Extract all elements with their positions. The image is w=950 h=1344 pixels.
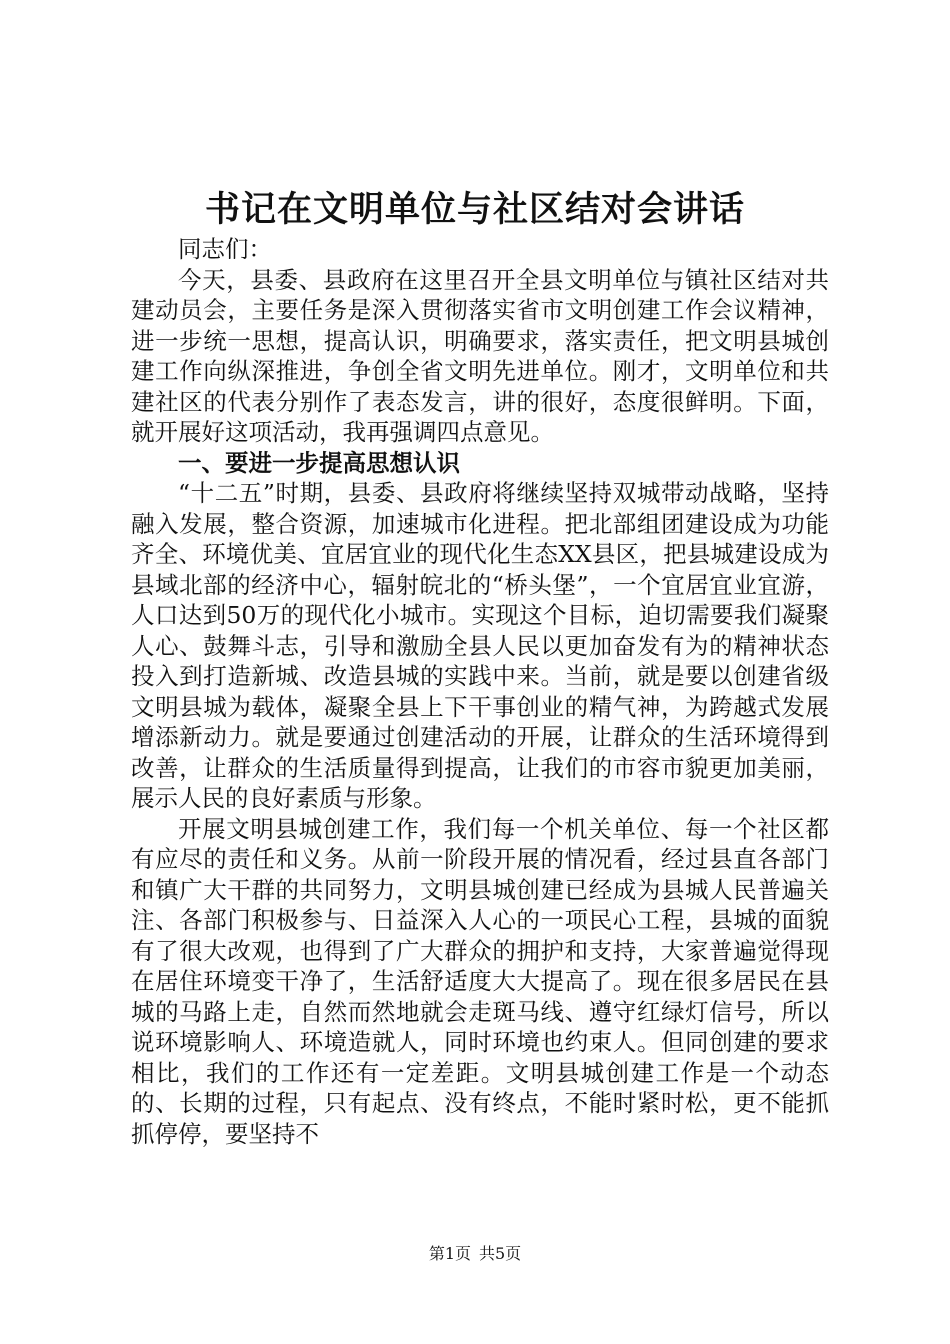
page-footer: [0, 1244, 950, 1264]
document-body: [131, 234, 829, 1149]
salutation: 同志们：: [178, 235, 272, 263]
page-number: 第1页: [428, 1244, 471, 1263]
paragraph: “十二五”时期，县委、县政府将继续坚持双城带动战略，坚持融入发展，整合资源，加速城市化进程。把北部组团建设成为功能齐全、环境优美、宜居宜业的现代化生态XX县区，把县城建设成为县域北部的经济中心，辐射皖北的“桥头堡”，一个宜居宜业宜游，人口达到50万的现代化小城市。实现这个目标，迫切需要我们凝聚人心、鼓舞斗志，引导和激励全县人民以更加奋发有为的精神状态投入到打造新城、改造县城的实践中来。当前，就是要以创建省级文明县城为载体，凝聚全县上下干事创业的精气神，为跨越式发展增添新动力。就是要通过创建活动的开展，让群众的生活环境得到改善，让群众的生活质量得到提高，让我们的市容市貌更加美丽，展示人民的良好素质与形象。: [131, 479, 829, 812]
document-title: 书记在文明单位与社区结对会讲话: [204, 189, 745, 230]
paragraph-intro: 今天，县委、县政府在这里召开全县文明单位与镇社区结对共建动员会，主要任务是深入贯彻落实省市文明创建工作会议精神，进一步统一思想，提高认识，明确要求，落实责任，把文明县城创建工作向纵深推进，争创全省文明先进单位。刚才，文明单位和共建社区的代表分别作了表态发言，讲的很好，态度很鲜明。下面，就开展好这项活动，我再强调四点意见。: [131, 265, 829, 446]
paragraph: 开展文明县城创建工作，我们每一个机关单位、每一个社区都有应尽的责任和义务。从前一阶段开展的情况看，经过县直各部门和镇广大干群的共同努力，文明县城创建已经成为县城人民普遍关注、各部门积极参与、日益深入人心的一项民心工程，县城的面貌有了很大改观，也得到了广大群众的拥护和支持，大家普遍觉得现在居住环境变干净了，生活舒适度大大提高了。现在很多居民在县城的马路上走，自然而然地就会走斑马线、遵守红绿灯信号，所以说环境影响人、环境造就人，同时环境也约束人。但同创建的要求相比，我们的工作还有一定差距。文明县城创建工作是一个动态的、长期的过程，只有起点、没有终点，不能时紧时松，更不能抓抓停停，要坚持不: [131, 814, 829, 1148]
page-total: 共5页: [479, 1244, 522, 1263]
section-heading: 一、要进一步提高思想认识: [178, 448, 460, 477]
